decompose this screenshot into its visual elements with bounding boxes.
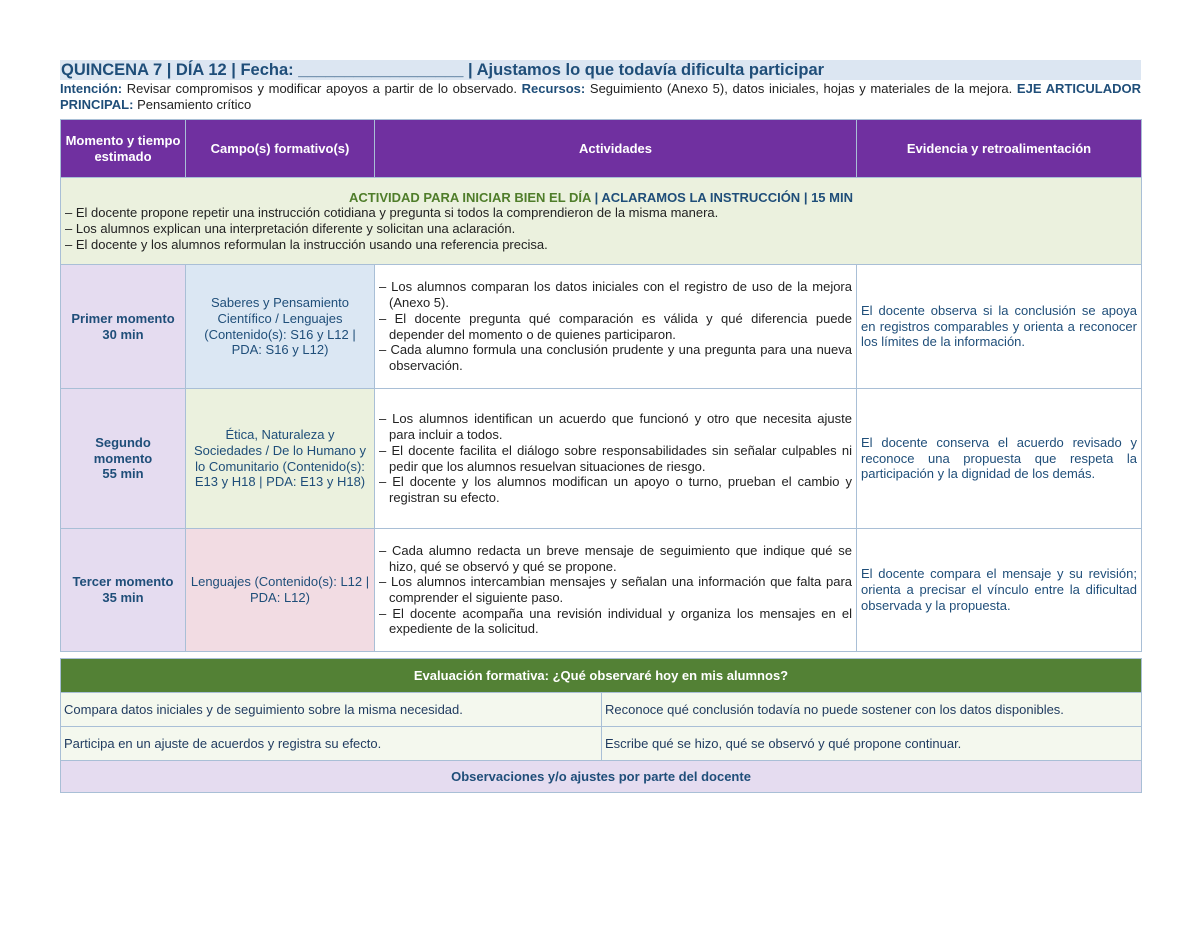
eje-text: Pensamiento crítico [137,97,252,112]
observations-title: Observaciones y/o ajustes por parte del docente [61,761,1142,793]
intencion-label: Intención: [60,81,123,96]
activity-item: – Los alumnos comparan los datos iniciales con el registro de uso de la mejora (Anexo 5). [379,279,852,311]
activity-item: – Cada alumno redacta un breve mensaje de seguimiento que indique qué se hizo, qué se observó y qué se propone. [379,542,852,574]
evaluation-row [61,693,1142,727]
evaluation-item: Compara datos iniciales y de seguimiento sobre la misma necesidad. [61,693,602,727]
column-header-moment: Momento y tiempo estimado [61,120,186,178]
column-header-activities: Actividades [375,120,857,178]
activity-item: – El docente y los alumnos modifican un apoyo o turno, prueban el cambio y registran su efecto. [379,474,852,505]
table-row-tercer-momento [61,529,1142,652]
table-row-segundo-momento [61,389,1142,529]
moment-name: Primer momento [71,310,175,326]
evaluation-item: Escribe qué se hizo, qué se observó y qué propone continuar. [602,727,1142,761]
recursos-label: Recursos: [521,81,586,96]
evaluation-title: Evaluación formativa: ¿Qué observaré hoy en mis alumnos? [61,659,1142,693]
moment-cell [61,265,186,389]
evaluation-row [61,727,1142,761]
moment-time: 55 min [102,466,144,482]
moment-name: Segundo momento [93,434,153,466]
start-activity-line: – El docente y los alumnos reformulan la instrucción usando una referencia precisa. [65,236,548,252]
moment-time: 35 min [102,590,144,605]
intent-paragraph [60,81,1141,113]
moment-cell [61,389,186,529]
start-activity-row [61,178,1142,265]
evaluation-header-row [61,659,1142,693]
start-heading-part-c: 15 MIN [811,189,853,205]
start-heading-separator-1: | [590,189,602,205]
formative-evaluation-table [60,658,1142,793]
evidence-cell: El docente observa si la conclusión se apoya en registros comparables y orienta a reconocer los límites de la información. [857,265,1142,389]
column-header-evidence: Evidencia y retroalimentación [857,120,1142,178]
table-header-row [61,120,1142,178]
eje-label: EJE ARTICULADOR PRINCIPAL: [60,81,1141,112]
start-heading-part-a: ACTIVIDAD PARA INICIAR BIEN EL DÍA [349,189,591,205]
campo-cell: Ética, Naturaleza y Sociedades / De lo Humano y lo Comunitario (Contenido(s): E13 y H18 | PDA: E13 y H18) [186,389,375,529]
activity-item: – El docente facilita el diálogo sobre responsabilidades sin señalar culpables ni pedir que los alumnos resuelvan situaciones de riesgo. [379,442,852,474]
intencion-text: Revisar compromisos y modificar apoyos a partir de lo observado. [126,81,517,96]
campo-cell: Lenguajes (Contenido(s): L12 | PDA: L12) [186,529,375,652]
start-activity-line: – Los alumnos explican una interpretación diferente y solicitan una aclaración. [65,221,516,236]
page-title: QUINCENA 7 | DÍA 12 | Fecha: __________________ | Ajustamos lo que todavía dificulta participar [60,60,1141,80]
activity-item: – Cada alumno formula una conclusión prudente y una pregunta para una nueva observación. [379,342,852,373]
activity-item: – El docente pregunta qué comparación es válida y qué diferencia puede depender del momento o de quienes participaron. [379,310,852,342]
observations-row [61,761,1142,793]
moment-cell [61,529,186,652]
activities-table [60,119,1142,652]
activities-cell [375,529,857,652]
column-header-campo: Campo(s) formativo(s) [186,120,375,178]
activities-cell [375,389,857,529]
evidence-cell: El docente conserva el acuerdo revisado y reconoce una propuesta que respeta la participación y la dignidad de los demás. [857,389,1142,529]
activity-item: – Los alumnos identifican un acuerdo que funcionó y otro que necesita ajuste para incluir a todos. [379,411,852,443]
start-heading-part-b: ACLARAMOS LA INSTRUCCIÓN [601,189,801,205]
table-row-primer-momento [61,265,1142,389]
start-heading-separator-2: | [800,189,812,205]
moment-name: Tercer momento [72,574,174,590]
moment-time: 30 min [102,326,144,342]
evidence-cell: El docente compara el mensaje y su revisión; orienta a precisar el vínculo entre la dificultad observada y la propuesta. [857,529,1142,652]
lesson-plan-page [60,60,1141,793]
activity-item: – El docente acompaña una revisión individual y organiza los mensajes en el expediente de la solicitud. [379,605,852,637]
recursos-text: Seguimiento (Anexo 5), datos iniciales, hojas y materiales de la mejora. [589,81,1013,96]
activity-item: – Los alumnos intercambian mensajes y señalan una información que falta para comprender el siguiente paso. [379,574,852,605]
evaluation-item: Participa en un ajuste de acuerdos y registra su efecto. [61,727,602,761]
start-activity-line: – El docente propone repetir una instrucción cotidiana y pregunta si todos la comprendieron de la misma manera. [65,205,719,221]
start-activity-cell [61,178,1142,265]
campo-cell: Saberes y Pensamiento Científico / Lenguajes (Contenido(s): S16 y L12 | PDA: S16 y L12) [186,265,375,389]
evaluation-item: Reconoce qué conclusión todavía no puede sostener con los datos disponibles. [602,693,1142,727]
activities-cell [375,265,857,389]
start-activity-heading [65,190,1137,206]
